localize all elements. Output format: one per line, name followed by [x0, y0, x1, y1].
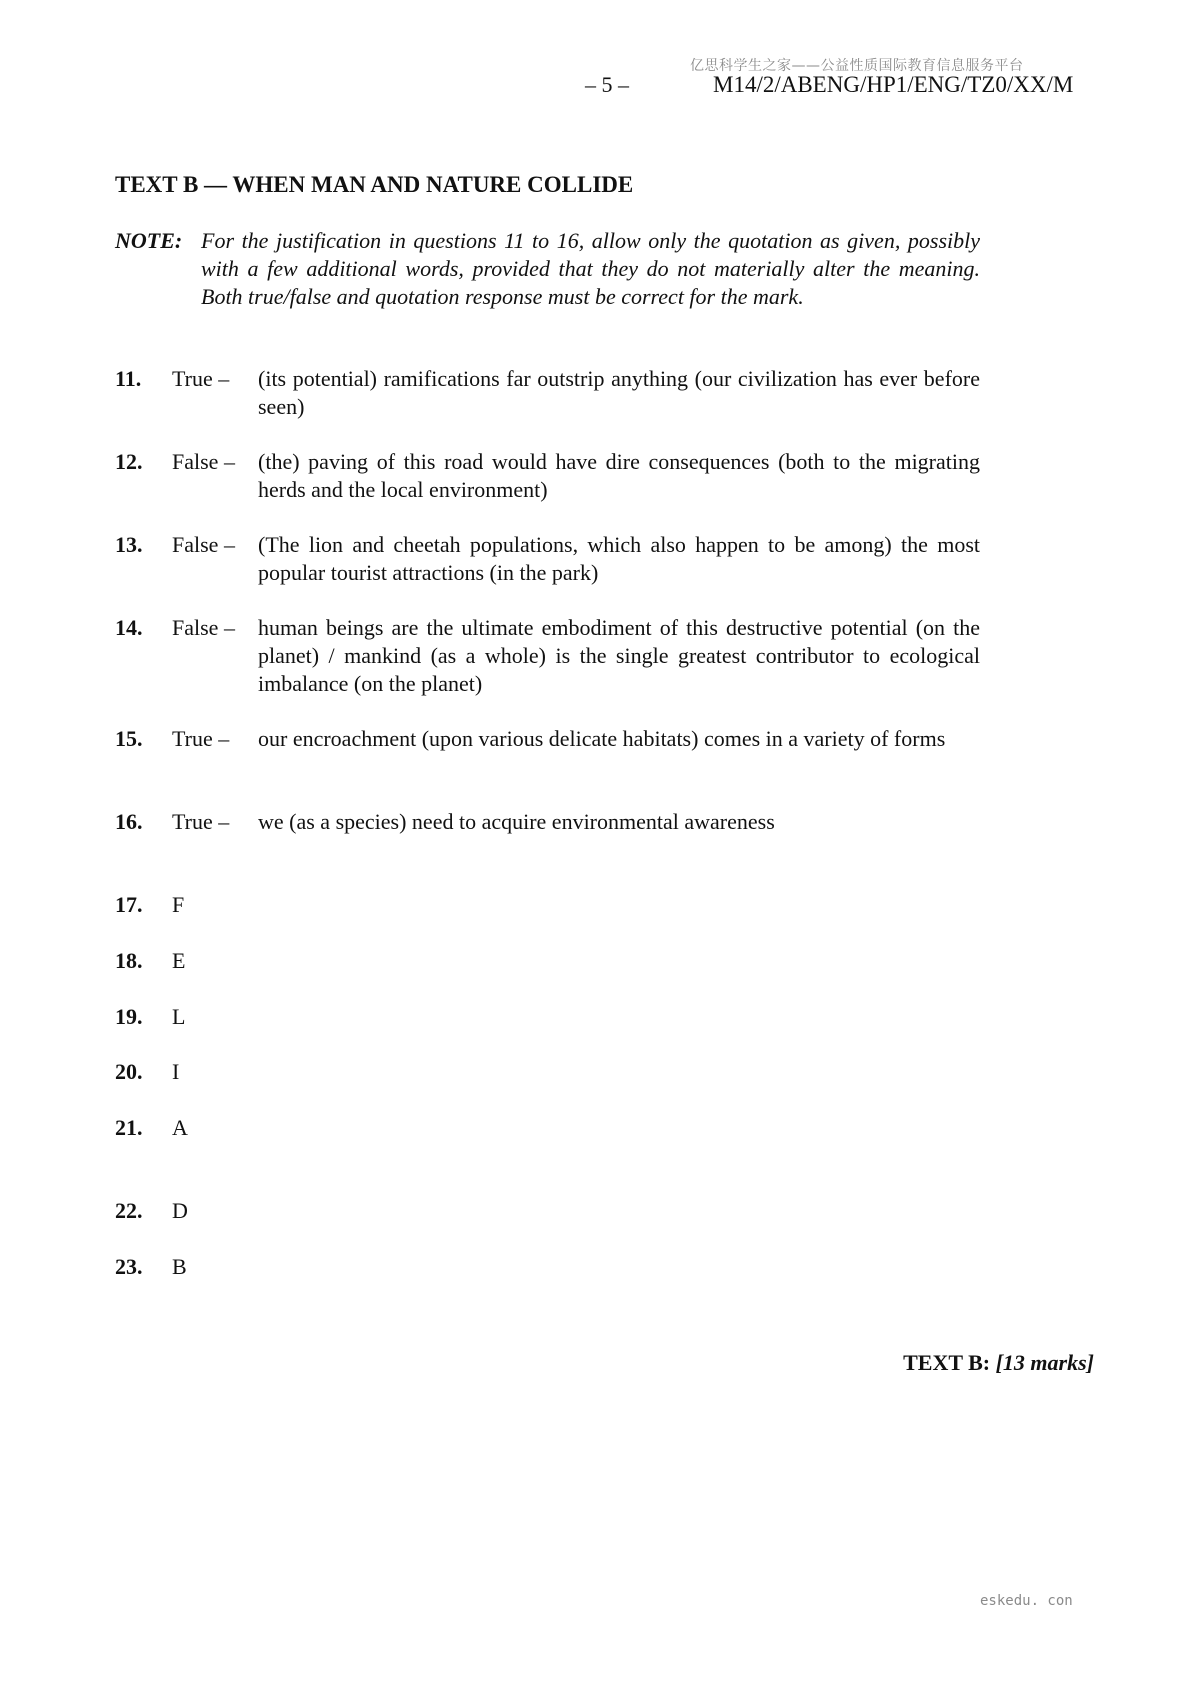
- answer-row-15: [115, 725, 980, 753]
- answer-justification: we (as a species) need to acquire environmental awareness: [258, 809, 775, 834]
- section-total-marks: [903, 1350, 1094, 1376]
- answer-verdict: False –: [172, 615, 235, 640]
- document-code: M14/2/ABENG/HP1/ENG/TZ0/XX/M: [713, 72, 1074, 97]
- answer-row-12: [115, 448, 980, 504]
- total-marks: [13 marks]: [995, 1350, 1094, 1375]
- answer-justification: our encroachment (upon various delicate habitats) comes in a variety of forms: [258, 726, 946, 751]
- question-number: 19.: [115, 1004, 143, 1029]
- question-number: 18.: [115, 948, 143, 973]
- note-text: For the justification in questions 11 to 16, allow only the quotation as given, possibly with a few additional words, provided that they do not materially alter the meaning. Both true/false and quotation response must be correct for the mark.: [201, 228, 980, 309]
- answer-row-16: [115, 808, 980, 836]
- question-number: 13.: [115, 532, 143, 557]
- question-number: 23.: [115, 1254, 143, 1279]
- question-number: 21.: [115, 1115, 143, 1140]
- question-number: 17.: [115, 892, 143, 917]
- question-number: 12.: [115, 449, 143, 474]
- answer-letter: D: [172, 1198, 188, 1223]
- answer-verdict: True –: [172, 809, 230, 834]
- answer-row-13: [115, 531, 980, 587]
- question-number: 11.: [115, 366, 142, 391]
- answer-verdict: True –: [172, 366, 230, 391]
- answer-letter: B: [172, 1254, 187, 1279]
- watermark-header: 亿思科学生之家——公益性质国际教育信息服务平台: [690, 58, 1024, 74]
- answer-justification: (its potential) ramifications far outstrip anything (our civilization has ever before seen): [258, 366, 980, 419]
- answer-letter: L: [172, 1004, 186, 1029]
- answer-letter: E: [172, 948, 186, 973]
- answer-justification: human beings are the ultimate embodiment of this destructive potential (on the planet) / mankind (as a whole) is the single greatest contributor to ecological imbalance (on the planet): [258, 615, 980, 696]
- note-block: [115, 227, 980, 311]
- answer-letter: A: [172, 1115, 188, 1140]
- page-number: – 5 –: [585, 72, 629, 97]
- answer-justification: (The lion and cheetah populations, which also happen to be among) the most popular tourist attractions (in the park): [258, 532, 980, 585]
- question-number: 14.: [115, 615, 143, 640]
- answer-row-14: [115, 614, 980, 698]
- watermark-footer: eskedu. con: [980, 1593, 1073, 1609]
- note-label: NOTE:: [115, 228, 183, 253]
- answer-verdict: True –: [172, 726, 230, 751]
- answer-verdict: False –: [172, 532, 235, 557]
- answer-letter: F: [172, 892, 185, 917]
- question-number: 22.: [115, 1198, 143, 1223]
- answer-verdict: False –: [172, 449, 235, 474]
- section-title: TEXT B — WHEN MAN AND NATURE COLLIDE: [115, 172, 634, 197]
- answer-justification: (the) paving of this road would have dire consequences (both to the migrating herds and the local environment): [258, 449, 980, 502]
- question-number: 15.: [115, 726, 143, 751]
- answer-letter: I: [172, 1059, 180, 1084]
- total-label: TEXT B:: [903, 1350, 991, 1375]
- question-number: 16.: [115, 809, 143, 834]
- question-number: 20.: [115, 1059, 143, 1084]
- answer-row-11: [115, 365, 980, 421]
